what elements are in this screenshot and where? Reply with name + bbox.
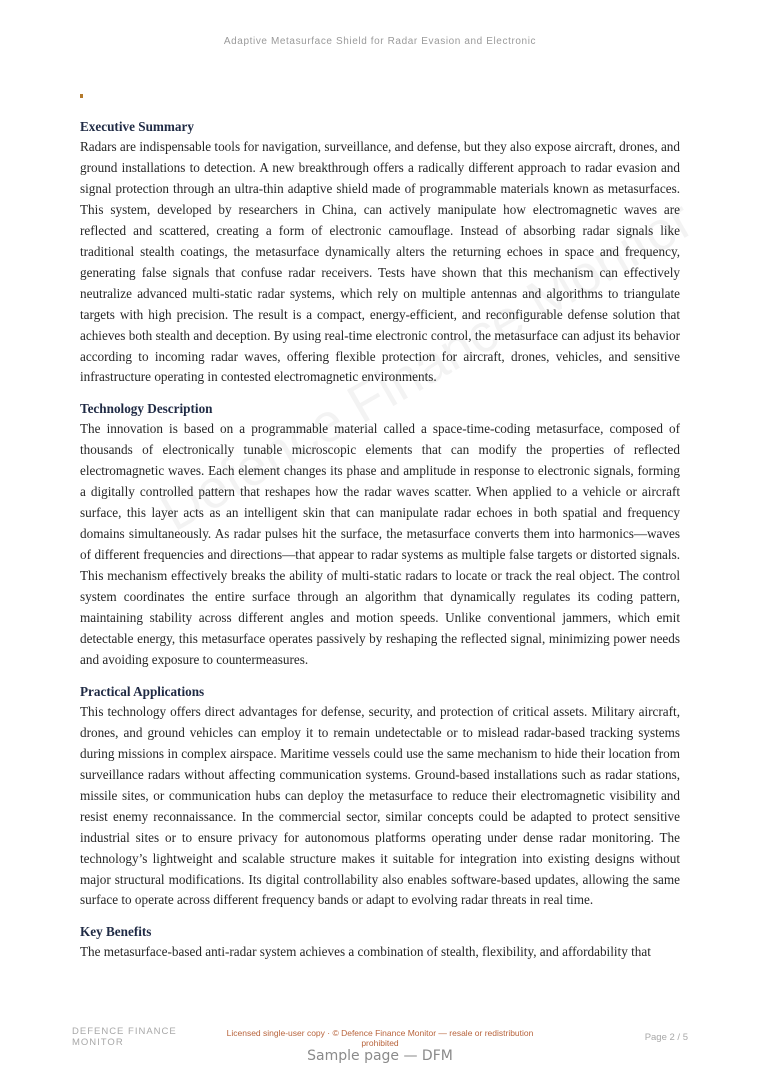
section-heading: Technology Description [80, 401, 213, 417]
footer-page-number: Page 2 / 5 [644, 1032, 688, 1043]
section-practical-applications [80, 683, 680, 912]
accent-mark [80, 94, 83, 98]
document-body [80, 118, 680, 975]
section-technology-description [80, 400, 680, 670]
section-heading: Executive Summary [80, 119, 194, 134]
section-executive-summary [80, 118, 680, 388]
section-paragraph: This technology offers direct advantages for defense, security, and protection of critical assets. Military aircraft, drones, and ground vehicles can employ it to remain undetectable or to mislead radar-based tracking systems during missions in complex airspace. Maritime vessels could use the same mechanism to hide their location from surveillance radars without affecting communication systems. Ground-based installations such as radar stations, missile sites, or communication hubs can deploy the metasurface to reduce their electromagnetic visibility and resist enemy reconnaissance. In the commercial sector, similar concepts could be adapted to protect sensitive industrial sites or to ensure privacy for autonomous platforms operating under dense radar monitoring. The technology’s lightweight and scalable structure makes it suitable for integration into existing designs without major structural modifications. Its digital controllability also enables software-based updates, allowing the same surface to operate across different frequency bands or adapt to evolving radar threats in real time. [80, 703, 680, 908]
sample-page-label: Sample page — DFM [307, 1048, 453, 1064]
section-paragraph: The metasurface-based anti-radar system achieves a combination of stealth, flexibility, and affordability that [80, 944, 651, 960]
section-heading: Practical Applications [80, 683, 205, 699]
footer-license-notice: Licensed single-user copy · © Defence Finance Monitor — resale or redistribution prohibited [226, 1028, 534, 1048]
section-heading: Key Benefits [80, 924, 152, 940]
section-paragraph: The innovation is based on a programmable material called a space-time-coding metasurface, composed of thousands of electronically tunable microscopic elements that can modify the properties of reflected electromagnetic waves. Each element changes its phase and amplitude in response to electronic signals, forming a digitally controlled pattern that reshapes how the radar waves scatter. When applied to a vehicle or aircraft surface, this layer acts as an intelligent skin that can manipulate radar echoes in both spatial and frequency domains simultaneously. As radar pulses hit the surface, the metasurface converts them into harmonics—waves of different frequencies and directions—that appear to radar systems as multiple false targets or distorted signals. This mechanism effectively breaks the ability of multi-static radars to locate or track the real object. The control system coordinates the entire surface through an algorithm that dynamically regulates its coding pattern, maintaining stability across different angles and motion speeds. Unlike conventional jammers, which emit detectable energy, this metasurface operates passively by reshaping the reflected signal, minimizing power needs and avoiding exposure to countermeasures. [80, 421, 680, 667]
running-header: Adaptive Metasurface Shield for Radar Evasion and Electronic [223, 36, 537, 47]
section-key-benefits [80, 923, 680, 963]
footer-publisher: DEFENCE FINANCE MONITOR [72, 1026, 177, 1048]
section-paragraph: Radars are indispensable tools for navigation, surveillance, and defense, but they also expose aircraft, drones, and ground installations to detection. A new breakthrough offers a radically different approach to radar evasion and signal protection through an ultra-thin adaptive shield made of programmable materials known as metasurfaces. This system, developed by researchers in China, can actively manipulate how electromagnetic waves are reflected and scattered, creating a form of electronic camouflage. Instead of absorbing radar signals like traditional stealth coatings, the metasurface dynamically alters the returning echoes in space and frequency, generating false signals that confuse radar receivers. Tests have shown that this mechanism can effectively neutralize advanced multi-static radar systems, which rely on multiple antennas and algorithms to triangulate targets with high precision. The result is a compact, energy-efficient, and reconfigurable defense solution that achieves both stealth and deception. By using real-time electronic control, the metasurface can adjust its behavior according to incoming radar waves, offering flexible protection for aircraft, drones, vehicles, and sensitive infrastructure operating in contested electromagnetic environments. [80, 139, 680, 385]
